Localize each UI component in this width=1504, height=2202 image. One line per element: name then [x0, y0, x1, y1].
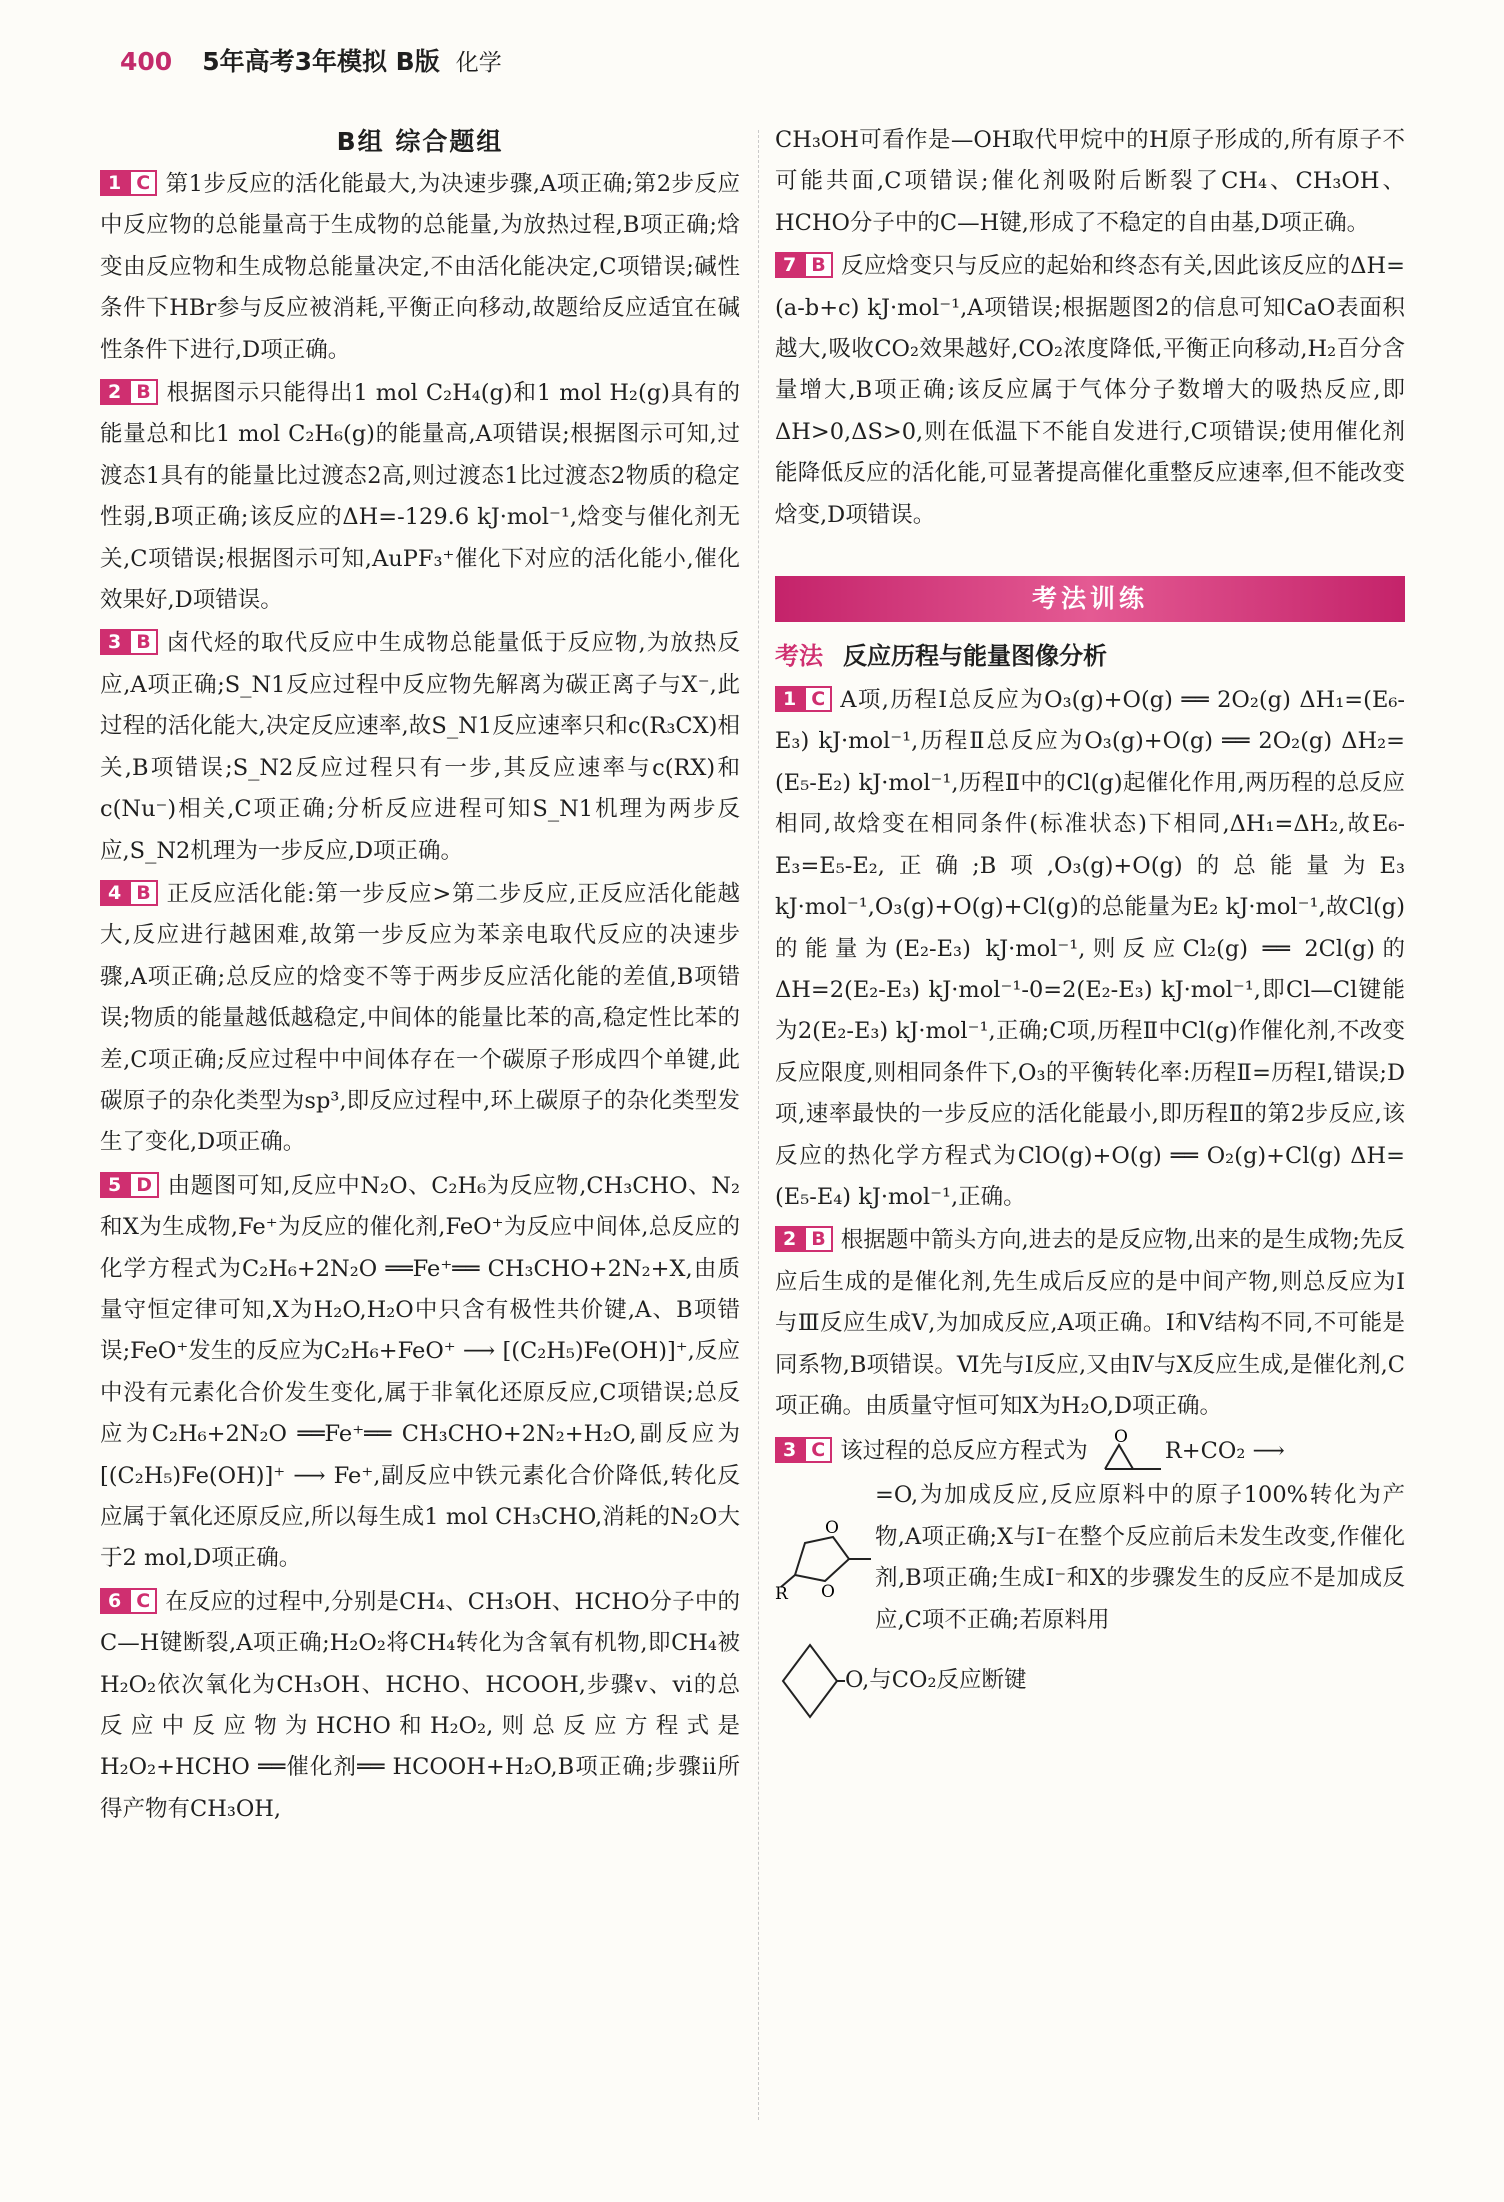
practice-item-2 [775, 1220, 1405, 1427]
group-title: B组 综合题组 [336, 127, 504, 156]
cyclic-carbonate-structure [775, 1515, 875, 1601]
bicyclic-epoxide-structure [775, 1641, 845, 1721]
book-title: 5年高考3年模拟 B版 [202, 47, 440, 76]
section-banner: 考法训练 [775, 576, 1405, 622]
answer-item-7 [775, 246, 1405, 536]
question-number: 1 [100, 170, 129, 196]
method-title: 反应历程与能量图像分析 [843, 642, 1107, 671]
question-number: 7 [775, 252, 804, 278]
column-divider [758, 130, 759, 2120]
practice-item-3 [775, 1429, 1405, 1721]
answer-letter: C [129, 1588, 157, 1614]
answer-letter: B [129, 379, 157, 405]
answer-badge [100, 1172, 159, 1198]
question-number: 5 [100, 1172, 129, 1198]
answer-badge [100, 880, 158, 906]
page-number: 400 [120, 47, 173, 76]
answer-item-2 [100, 373, 740, 621]
product-row [775, 1475, 1405, 1641]
ring-oxygen-top: O [825, 1518, 839, 1539]
answer-badge [775, 252, 833, 278]
left-column [100, 120, 740, 1832]
answer-item-1 [100, 164, 740, 371]
method-tag: 考法 [775, 642, 823, 671]
explanation-text: 正反应活化能:第一步反应>第二步反应,正反应活化能越大,反应进行越困难,故第一步反应为苯亲电取代反应的决速步骤,A项正确;总反应的焓变不等于两步反应活化能的差值,B项错误;物质的能量越低越稳定,中间体的能量比苯的高,稳定性比苯的差,C项正确;反应过程中中间体存在一个碳原子形成四个单键,此碳原子的杂化类型为sp³,即反应过程中,环上碳原子的杂化类型发生了变化,D项正确。 [100, 880, 740, 1156]
explanation-text: 反应焓变只与反应的起始和终态有关,因此该反应的ΔH=(a-b+c) kJ·mol⁻¹,A项错误;根据题图2的信息可知CaO表面积越大,吸收CO₂效果越好,CO₂浓度降低,平衡正向移动,H₂百分含量增大,B项正确;该反应属于气体分子数增大的吸热反应,即ΔH>0,ΔS>0,则在低温下不能自发进行,C项错误;使用催化剂能降低反应的活化能,可显著提高催化重整反应速率,但不能改变焓变,D项错误。 [775, 253, 1405, 528]
question-number: 6 [100, 1588, 129, 1614]
ring-oxygen-bottom: O [821, 1582, 835, 1602]
answer-badge [775, 1226, 833, 1252]
explanation-text: A项,历程Ⅰ总反应为O₃(g)+O(g) ══ 2O₂(g) ΔH₁=(E₆-E₃) kJ·mol⁻¹,历程Ⅱ总反应为O₃(g)+O(g) ══ 2O₂(g) ΔH₂=(E₅-E₂) kJ·mol⁻¹,历程Ⅱ中的Cl(g)起催化作用,两历程的总反应相同,故焓变在相同条件(标准状态)下相同,ΔH₁=ΔH₂,故E₆-E₃=E₅-E₂,正确;B项,O₃(g)+O(g)的总能量为E₃ kJ·mol⁻¹,O₃(g)+O(g)+Cl(g)的总能量为E₂ kJ·mol⁻¹,故Cl(g)的能量为(E₂-E₃) kJ·mol⁻¹,则反应Cl₂(g) ══ 2Cl(g)的ΔH=2(E₂-E₃) kJ·mol⁻¹-0=2(E₂-E₃) kJ·mol⁻¹,即Cl—Cl键能为2(E₂-E₃) kJ·mol⁻¹,正确;C项,历程Ⅱ中Cl(g)作催化剂,不改变反应限度,则相同条件下,O₃的平衡转化率:历程Ⅱ=历程Ⅰ,错误;D项,速率最快的一步反应的活化能最小,即历程Ⅱ的第2步反应,该反应的热化学方程式为ClO(g)+O(g) ══ O₂(g)+Cl(g) ΔH=(E₅-E₄) kJ·mol⁻¹,正确。 [775, 687, 1405, 1210]
answer-item-5 [100, 1166, 740, 1580]
answer-letter: B [129, 880, 157, 906]
answer-badge [100, 1588, 157, 1614]
answer-letter: C [804, 686, 832, 712]
question-number: 2 [775, 1226, 804, 1252]
explanation-text: 第1步反应的活化能最大,为决速步骤,A项正确;第2步反应中反应物的总能量高于生成物的总能量,为放热过程,B项正确;焓变由反应物和生成物总能量决定,不由活化能决定,C项错误;碱性条件下HBr参与反应被消耗,平衡正向移动,故题给反应适宜在碱性条件下进行,D项正确。 [100, 171, 740, 363]
explanation-text: =O,为加成反应,反应原料中的原子100%转化为产物,A项正确;X与I⁻在整个反应前后未发生改变,作催化剂,B项正确;生成I⁻和X的步骤发生的反应不是加成反应,C项不正确;若原料用 [875, 1482, 1405, 1633]
question-number: 3 [775, 1437, 804, 1463]
question-number: 2 [100, 379, 129, 405]
answer-badge [100, 629, 158, 655]
question-number: 3 [100, 629, 129, 655]
practice-item-1 [775, 680, 1405, 1218]
answer-item-6-continued [775, 120, 1405, 244]
answer-letter: B [129, 629, 157, 655]
question-number: 1 [775, 686, 804, 712]
method-heading [775, 632, 1405, 680]
page-header [120, 42, 502, 82]
book-subject: 化学 [455, 50, 502, 76]
explanation-text: O,与CO₂反应断键 [845, 1667, 1027, 1693]
explanation-text: R+CO₂ ⟶ [1164, 1438, 1285, 1465]
explanation-text: 根据题中箭头方向,进去的是反应物,出来的是生成物;先反应后生成的是催化剂,先生成后反应的是中间产物,则总反应为Ⅰ与Ⅲ反应生成Ⅴ,为加成反应,A项正确。Ⅰ和Ⅴ结构不同,不可能是同系物,B项错误。Ⅵ先与Ⅰ反应,又由Ⅳ与X反应生成,是催化剂,C项正确。由质量守恒可知X为H₂O,D项正确。 [775, 1227, 1405, 1419]
right-column [775, 120, 1405, 1723]
answer-item-3 [100, 623, 740, 871]
answer-letter: B [804, 252, 832, 278]
explanation-text: 根据图示只能得出1 mol C₂H₄(g)和1 mol H₂(g)具有的能量总和比1 mol C₂H₆(g)的能量高,A项错误;根据图示可知,过渡态1具有的能量比过渡态2高,则过渡态1比过渡态2物质的稳定性弱,B项正确;该反应的ΔH=-129.6 kJ·mol⁻¹,焓变与催化剂无关,C项错误;根据图示可知,AuPF₃⁺催化下对应的活化能小,催化效果好,D项错误。 [100, 380, 740, 614]
answer-item-4 [100, 874, 740, 1164]
answer-letter: C [804, 1437, 832, 1463]
answer-letter: C [129, 170, 157, 196]
answer-item-6 [100, 1582, 740, 1830]
answer-letter: D [129, 1172, 159, 1198]
question-number: 4 [100, 880, 129, 906]
answer-badge [775, 686, 832, 712]
answer-letter: B [804, 1226, 832, 1252]
explanation-text: CH₃OH可看作是—OH取代甲烷中的H原子形成的,所有原子不可能共面,C项错误;催化剂吸附后断裂了CH₄、CH₃OH、HCHO分子中的C—H键,形成了不稳定的自由基,D项正确。 [775, 127, 1405, 236]
answer-badge [775, 1437, 832, 1463]
r-group-label: R [775, 1584, 788, 1602]
explanation-text: 由题图可知,反应中N₂O、C₂H₆为反应物,CH₃CHO、N₂和X为生成物,Fe⁺为反应的催化剂,FeO⁺为反应中间体,总反应的化学方程式为C₂H₆+2N₂O ══Fe⁺══ CH₃CHO+2N₂+X,由质量守恒定律可知,X为H₂O,H₂O中只含有极性共价键,A、B项错误;FeO⁺发生的反应为C₂H₆+FeO⁺ ⟶ [(C₂H₅)Fe(OH)]⁺,反应中没有元素化合价发生变化,属于非氧化还原反应,C项错误;总反应为C₂H₆+2N₂O ══Fe⁺══ CH₃CHO+2N₂+H₂O,副反应为[(C₂H₅)Fe(OH)]⁺ ⟶ Fe⁺,副反应中铁元素化合价降低,转化反应属于氧化还原反应,所以每生成1 mol CH₃CHO,消耗的N₂O大于2 mol,D项正确。 [100, 1172, 740, 1572]
explanation-text: 该过程的总反应方程式为 [840, 1438, 1088, 1465]
answer-badge [100, 170, 157, 196]
answer-badge [100, 379, 158, 405]
epoxide-oxygen-label: O [1113, 1429, 1128, 1448]
explanation-text: 卤代烃的取代反应中生成物总能量低于反应物,为放热反应,A项正确;S_N1反应过程中反应物先解离为碳正离子与X⁻,此过程的活化能大,决定反应速率,故S_N1反应速率只和c(R₃CX)相关,B项错误;S_N2反应过程只有一步,其反应速率与c(RX)和c(Nu⁻)相关,C项正确;分析反应进程可知S_N1机理为两步反应,S_N2机理为一步反应,D项正确。 [100, 630, 740, 864]
explanation-text: 在反应的过程中,分别是CH₄、CH₃OH、HCHO分子中的C—H键断裂,A项正确;H₂O₂将CH₄转化为含氧有机物,即CH₄被H₂O₂依次氧化为CH₃OH、HCHO、HCOOH,步骤ⅴ、ⅵ的总反应中反应物为HCHO和H₂O₂,则总反应方程式是H₂O₂+HCHO ══催化剂══ HCOOH+H₂O,B项正确;步骤ⅱ所得产物有CH₃OH, [100, 1588, 740, 1822]
epoxide-structure [1095, 1429, 1165, 1475]
